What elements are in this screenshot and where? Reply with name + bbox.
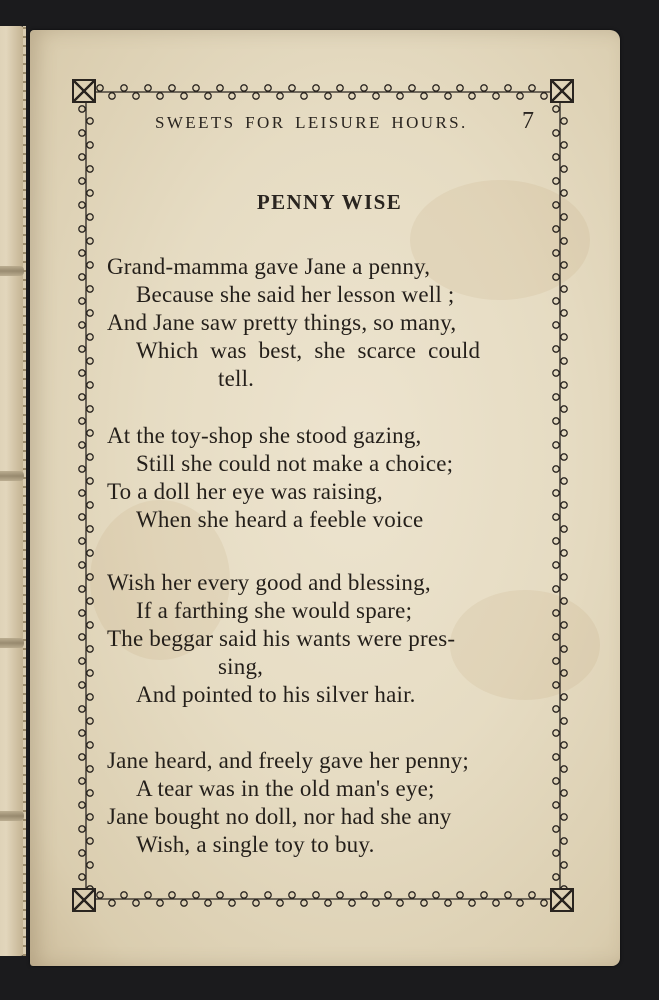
binding-stitch <box>0 471 24 481</box>
poem-line: If a farthing she would spare; <box>136 598 413 623</box>
binding-stitch <box>0 638 24 648</box>
poem-line: A tear was in the old man's eye; <box>136 776 435 801</box>
poem-line: Which was best, she scarce could <box>136 338 481 363</box>
poem-title: PENNY WISE <box>256 190 403 214</box>
border-vine-top <box>94 81 552 103</box>
poem-line: Because she said her lesson well ; <box>136 282 455 307</box>
poem-line: Wish, a single toy to buy. <box>136 832 375 857</box>
poem-line: Jane heard, and freely gave her penny; <box>107 748 470 773</box>
border-vine-bottom <box>94 888 552 910</box>
page-number: 7 <box>522 108 534 134</box>
running-head: SWEETS FOR LEISURE HOURS. <box>155 113 468 132</box>
border-corner-ornament <box>550 888 574 912</box>
poem-line: Jane bought no doll, nor had she any <box>107 804 452 829</box>
border-corner-ornament <box>72 79 96 103</box>
poem-line: And pointed to his silver hair. <box>136 682 416 707</box>
poem-line: To a doll her eye was raising, <box>107 479 383 504</box>
binding-stitch <box>0 266 24 276</box>
facing-page-edge <box>0 26 26 956</box>
border-vine-left <box>75 103 97 888</box>
poem-line: The beggar said his wants were pres- <box>107 626 456 651</box>
border-vine-right <box>549 103 571 888</box>
poem-line: tell. <box>218 366 255 391</box>
poem-line: Grand-mamma gave Jane a penny, <box>107 254 431 279</box>
binding-stitch <box>0 811 24 821</box>
poem-line: And Jane saw pretty things, so many, <box>107 310 457 335</box>
poem-line: Wish her every good and blessing, <box>107 570 431 595</box>
poem-line: When she heard a feeble voice <box>136 507 424 532</box>
poem-line: sing, <box>218 654 264 679</box>
poem-line: At the toy-shop she stood gazing, <box>107 423 422 448</box>
border-corner-ornament <box>72 888 96 912</box>
poem-line: Still she could not make a choice; <box>136 451 454 476</box>
border-corner-ornament <box>550 79 574 103</box>
